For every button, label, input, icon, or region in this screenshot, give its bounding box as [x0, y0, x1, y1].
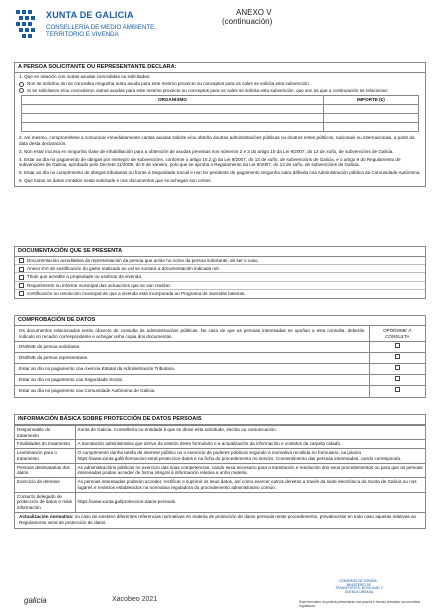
page-footer — [14, 574, 426, 610]
documents-section — [14, 246, 426, 299]
data-check-section — [14, 315, 426, 398]
amount-input[interactable] — [323, 113, 418, 122]
document-label: Documentación acreditativa da representación da persoa que actúe no nome da persoa solicitante, de ser o caso. — [27, 257, 259, 263]
checkbox-icon[interactable] — [19, 275, 24, 280]
table-row — [15, 478, 425, 492]
privacy-text: As administracións públicas no exercicio das súas competencias, cando sexa necesario para a tramitación e resolución dos seus procedementos ou para que as persoas interesadas poidan acceder de forma integral á información relativa a unha materia. — [75, 463, 425, 477]
oppose-cell — [369, 353, 425, 364]
column-header-amount: IMPORTE (€) — [323, 96, 418, 105]
oppose-cell — [369, 386, 425, 397]
privacy-title: INFORMACIÓN BÁSICA SOBRE PROTECCIÓN DE DATOS PERSOAIS — [15, 415, 425, 425]
table-row — [15, 375, 425, 386]
privacy-label: Contacto delegado de protección de datos e máis información — [15, 492, 75, 512]
document-item[interactable] — [15, 257, 425, 265]
oppose-cell — [369, 364, 425, 375]
footer-note: Este formulario só poderá presentarse nos prazos e formas previstas na normativa reguladora — [299, 600, 420, 608]
privacy-label: Responsable do tratamento — [15, 425, 75, 439]
table-row — [22, 113, 419, 122]
option-other-aid-label: Si se solicitaron e/ou concederon outras axudas para este mesmo proxecto ou conceptos para os cales se solicita esta subvención, que son as que a continuación se relacionan: — [27, 87, 389, 93]
document-item[interactable] — [15, 273, 425, 281]
oppose-cell — [369, 342, 425, 353]
org-name: XUNTA DE GALICIA — [46, 10, 134, 20]
data-check-title: COMPROBACIÓN DE DATOS — [15, 316, 425, 326]
table-row — [15, 342, 425, 353]
check-item-label: DNI/NIE da persoa solicitante. — [15, 342, 369, 353]
amount-input[interactable] — [323, 122, 418, 131]
privacy-section — [14, 414, 426, 529]
option-no-other-aid-label: Non se solicitou nin se concedeu ningunha outra axuda para este mesmo proxecto ou conceptos para os cales se solicita esta subvención. — [27, 81, 310, 87]
regulatory-update-text: no caso de existiren diferentes referencias normativas en materia de protección de datos persoais neste procedemento, prevalecerán en todo caso aquelas relativas ao Regulamento xeral de protección de datos. — [19, 514, 417, 526]
annex-subtitle: (continuación) — [222, 17, 273, 27]
check-item-label: Estar ao día no pagamento coa Seguridade Social. — [15, 375, 369, 386]
documents-title: DOCUMENTACIÓN QUE SE PRESENTA — [15, 247, 425, 257]
declaration-title: A PERSOA SOLICITANTE OU REPRESENTANTE DECLARA: — [15, 63, 425, 73]
privacy-label: Finalidades do tratamento — [15, 440, 75, 449]
declaration-item-5: 5. Estar ao día no cumprimento de obrigas tributarias ou fronte á Seguridade Social e non ter pendente de pagamento ningunha outra débeda coa Administración pública da Comunidade Autónoma. — [19, 170, 421, 176]
document-item[interactable] — [15, 290, 425, 298]
table-row — [15, 353, 425, 364]
organism-input[interactable] — [22, 113, 324, 122]
option-no-other-aid[interactable] — [15, 81, 425, 88]
document-label: Título que acredite a propiedade ou usufruto da vivenda. — [27, 274, 143, 280]
table-row — [15, 386, 425, 397]
document-label: Certificación ou resolución municipal de que a vivenda está incorporada ao Programa de vivendas baleiras. — [27, 290, 246, 296]
document-item[interactable] — [15, 282, 425, 290]
declaration-item-3: 3. Non estar incursa en ningunha clase de inhabilitación para a obtención de axudas previstas nos números 2 e 3 do artigo 10 da Lei 9/2007, do 13 de xuño, de subvencións de Galicia. — [19, 148, 394, 154]
declaration-item-6: 6. Que todos os datos contidos nesta solicitude e nos documentos que se achegan son certos. — [19, 177, 212, 183]
document-label: Requirimento ou informe municipal das actuacións que se van realizar. — [27, 282, 172, 288]
data-check-table — [15, 326, 425, 397]
organism-input[interactable] — [22, 122, 324, 131]
galicia-logo: galicia — [24, 596, 47, 605]
column-header-organism: ORGANISMO — [22, 96, 324, 105]
table-row — [15, 492, 425, 512]
table-row — [15, 425, 425, 439]
column-header-oppose: OPÓÑOME Á CONSULTA — [369, 326, 425, 342]
department-name — [46, 24, 156, 39]
privacy-text: As persoas interesadas poderán acceder, rectificar e suprimir os seus datos, así como exercer outros dereitos a través da sede electrónica da Xunta de Galicia ou nos lugares e rexistros establecidos na normativa reguladora do procedemento administrativo común. — [75, 478, 425, 492]
page-header — [14, 6, 424, 62]
xunta-logo-icon — [14, 8, 42, 42]
privacy-text: A tramitación administrativa que derive da xestión deste formulario e a actualización da información e contidos da carpeta cidadá. — [75, 440, 425, 449]
radio-icon[interactable] — [19, 88, 24, 93]
table-row — [15, 449, 425, 463]
declaration-item-4: 4. Estar ao día no pagamento de obrigas por reintegro de subvencións, conforme o artigo 10.2.g) da Lei 9/2007, do 13 de xuño, de subvencións de Galicia, e o artigo 9 do Regulamento de subvencións de Galicia, aprobado polo Decreto 11/2009, do 8 de xaneiro, polo que se aproba o Regulamento da Lei 9/2007, do 13 de xuño, de subvencións de Galicia. — [19, 156, 401, 168]
ministry-logo: GOBIERNO DE ESPAÑA · MINISTERIO DE TRANSPORTES, MOVILIDAD Y AGENDA URBANA — [335, 579, 383, 594]
annex-heading — [222, 8, 272, 26]
annex-title: ANEXO V — [236, 8, 272, 17]
department-line-2: TERRITORIO E VIVENDA — [46, 31, 119, 39]
checkbox-icon[interactable] — [19, 291, 24, 296]
check-item-label: Estar ao día no pagamento coa Axencia Estatal da Administración Tributaria. — [15, 364, 369, 375]
xacobeo-logo: Xacobeo 2021 — [112, 596, 158, 603]
checkbox-icon[interactable] — [19, 267, 24, 272]
document-label: Anexo XVI de xustificación do gasto realizado ao cal se xuntará a documentación indicada nel. — [27, 266, 220, 272]
check-item-label: DNI/NIE da persoa representante. — [15, 353, 369, 364]
declaration-item-2: 2. Así mesmo, comprométese a comunicar inmediatamente cantas axudas solicite e/ou obteña doutras administracións públicas ou doutros entes públicos, nacionais ou internacionais, a partir da data desta declaración. — [19, 135, 415, 147]
regulatory-update — [15, 513, 425, 528]
option-other-aid[interactable] — [15, 87, 425, 94]
checkbox-icon[interactable] — [19, 258, 24, 263]
organism-input[interactable] — [22, 104, 324, 113]
table-row — [15, 440, 425, 449]
privacy-text: Xunta de Galicia. Consellería ou entidade á que se dirixe esta solicitude, escrito ou comunicación. — [75, 425, 425, 439]
table-row — [22, 122, 419, 131]
table-row — [15, 463, 425, 477]
declaration-q1: 1. Que en relación con outras axudas concedidas ou solicitadas: — [19, 74, 151, 80]
amount-input[interactable] — [323, 104, 418, 113]
aid-table — [21, 95, 419, 132]
checkbox-icon[interactable] — [395, 354, 400, 359]
privacy-label: Exercicio de dereitos — [15, 478, 75, 492]
checkbox-icon[interactable] — [395, 387, 400, 392]
privacy-link[interactable]: https://www.xunta.gal/proteccion-datos-persoais — [75, 492, 425, 512]
checkbox-icon[interactable] — [395, 343, 400, 348]
table-row — [15, 364, 425, 375]
document-item[interactable] — [15, 265, 425, 273]
data-check-intro: Os documentos relacionados serán obxecto de consulta ás administracións públicas. No caso de que as persoas interesadas se opoñan a esta consulta, deberán indicalo no recadro correspondente e achegar unha copia dos documentos. — [15, 326, 369, 342]
check-item-label: Estar ao día no pagamento coa Comunidade Autónoma de Galicia. — [15, 386, 369, 397]
privacy-label: Persoas destinatarias dos datos — [15, 463, 75, 477]
regulatory-update-label: Actualización normativa: — [19, 514, 74, 520]
checkbox-icon[interactable] — [395, 365, 400, 370]
table-row — [22, 104, 419, 113]
oppose-cell — [369, 375, 425, 386]
department-line-1: CONSELLERÍA DE MEDIO AMBIENTE, — [46, 24, 157, 31]
declaration-section — [14, 62, 426, 187]
checkbox-icon[interactable] — [19, 283, 24, 288]
privacy-text: O cumprimento dunha tarefa de interese público ou o exercicio de poderes públicos segundo a normativa recollida no formulario, na páxina https://www.xunta.gal/informacion-xeral-proteccion-datos e na ficha do procedemento no servizo. Consentimento das persoas interesadas, cando corresponda. — [75, 449, 425, 463]
checkbox-icon[interactable] — [395, 376, 400, 381]
privacy-table — [15, 425, 425, 513]
privacy-label: Lexitimación para o tratamento — [15, 449, 75, 463]
radio-icon[interactable] — [19, 82, 24, 87]
